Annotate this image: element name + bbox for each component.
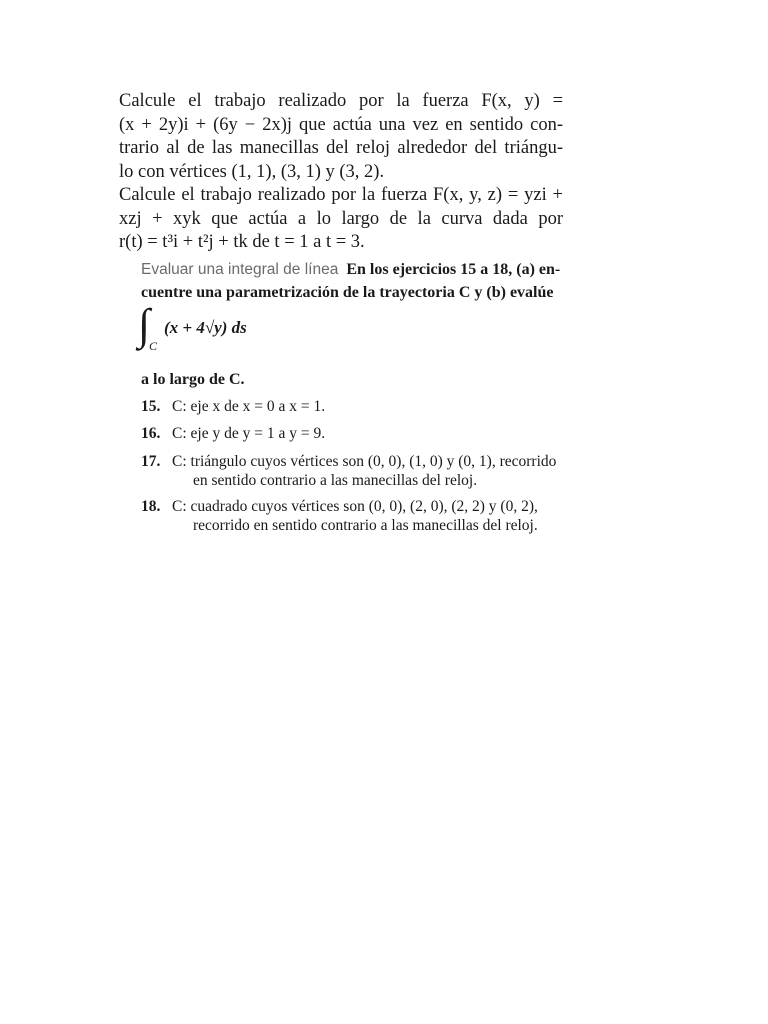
exercise-16 [141,424,611,443]
section-heading [141,258,611,304]
exercise-number: 16. [141,425,161,442]
section-intro-a: En los ejercicios 15 a 18, (a) en- [346,261,561,278]
exercise-text: C: triángulo cuyos vértices son (0, 0), (1, 0) y (0, 1), recorrido [172,453,557,470]
along-curve-text: a lo largo de C. [141,371,245,388]
exercise-number: 15. [141,398,161,415]
section-intro-b: cuentre una parametrización de la trayectoria C y (b) evalúe [141,284,554,301]
exercise-number: 17. [141,453,161,470]
problem-1-line-1: Calcule el trabajo realizado por la fuerza F(x, y) = [119,91,563,111]
problem-1-line-3: trario al de las manecillas del reloj alrededor del triángu- [119,138,563,158]
integral-subscript: C [149,339,158,353]
exercise-17 [141,452,611,490]
exercise-18 [141,497,611,535]
problem-2-line-2: xzj + xyk que actúa a lo largo de la curva dada por [119,208,563,229]
exercise-15 [141,397,611,416]
work-problems [119,90,563,255]
problem-1-line-4: lo con vértices (1, 1), (3, 1) y (3, 2). [119,161,385,182]
exercise-text: C: eje y de y = 1 a y = 9. [172,425,326,442]
problem-2-line-3: r(t) = t³i + t²j + tk de t = 1 a t = 3. [119,232,365,252]
exercise-text: C: cuadrado cuyos vértices son (0, 0), (2, 0), (2, 2) y (0, 2), [172,498,538,515]
exercise-text-continued: en sentido contrario a las manecillas del reloj. [193,472,478,489]
integral-expression: (x + 4√y) ds [164,318,247,337]
line-integral-formula [138,300,338,356]
integral-sign: ∫ [138,300,151,349]
problem-1-line-2: (x + 2y)i + (6y − 2x)j que actúa una vez en sentido con- [119,114,563,135]
exercise-text-continued: recorrido en sentido contrario a las manecillas del reloj. [193,517,538,534]
exercise-number: 18. [141,498,161,515]
section-title: Evaluar una integral de línea [141,261,339,278]
problem-2-line-1: Calcule el trabajo realizado por la fuerza F(x, y, z) = yzi + [119,185,563,205]
exercise-text: C: eje x de x = 0 a x = 1. [172,398,326,415]
